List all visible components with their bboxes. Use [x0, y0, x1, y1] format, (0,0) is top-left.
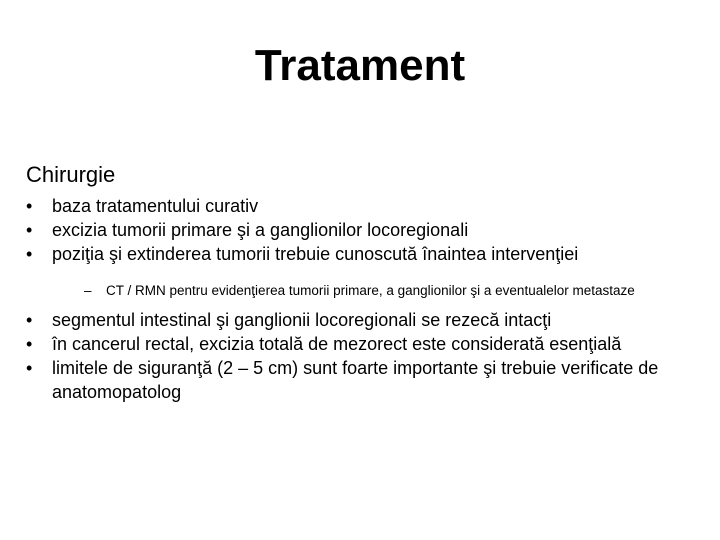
sub-bullet-item — [84, 281, 716, 301]
bullet-item — [26, 194, 716, 218]
bullet-list — [26, 194, 716, 404]
bullet-item — [26, 242, 716, 301]
section-heading: Chirurgie — [26, 162, 116, 187]
sub-bullet-list — [52, 281, 716, 301]
bullet-marker: • — [26, 220, 33, 240]
bullet-marker: • — [26, 334, 33, 354]
bullet-item — [26, 356, 716, 404]
bullet-marker: • — [26, 358, 33, 378]
sub-bullet-marker: – — [84, 283, 92, 298]
bullet-item — [26, 218, 716, 242]
bullet-text: excizia tumorii primare şi a ganglionilor locoregionali — [52, 220, 469, 240]
bullet-text: segmentul intestinal şi ganglionii locoregionali se rezecă intacţi — [52, 310, 552, 330]
slide-title: Tratament — [254, 41, 466, 90]
bullet-text: poziţia şi extinderea tumorii trebuie cunoscută înaintea intervenţiei — [52, 244, 579, 264]
bullet-marker: • — [26, 196, 33, 216]
bullet-text: baza tratamentului curativ — [52, 196, 259, 216]
sub-bullet-text: CT / RMN pentru evidenţierea tumorii primare, a ganglionilor şi a eventualelor metastaze — [106, 283, 635, 298]
bullet-item — [26, 332, 716, 356]
bullet-text: în cancerul rectal, excizia totală de mezorect este considerată esenţială — [52, 334, 622, 354]
bullet-text: limitele de siguranţă (2 – 5 cm) sunt foarte importante şi trebuie verificate de anatomopatolog — [52, 358, 659, 402]
bullet-marker: • — [26, 310, 33, 330]
bullet-item — [26, 308, 716, 332]
bullet-marker: • — [26, 244, 33, 264]
